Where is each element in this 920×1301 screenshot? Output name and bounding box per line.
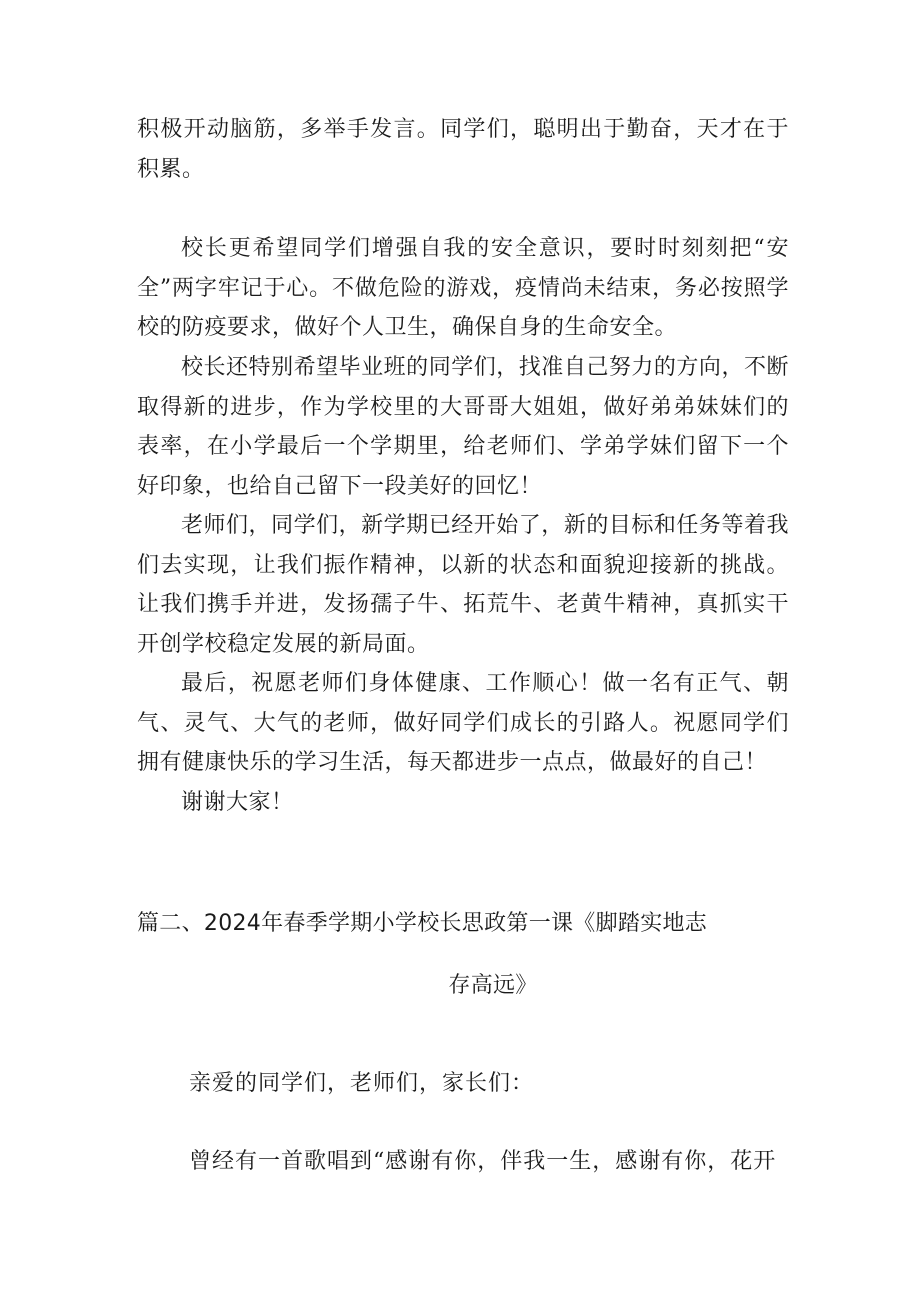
salutation: 亲爱的同学们，老师们，家长们： [189,1071,535,1096]
section-title-line-1: 篇二、2024年春季学期小学校长思政第一课《脚踏实地志 [137,911,708,936]
opening-line: 曾经有一首歌唱到“感谢有你，伴我一生，感谢有你，花开 [189,1149,777,1174]
paragraph-continuation: 积极开动脑筋，多举手发言。同学们，聪明出于勤奋，天才在于积累。 [137,117,789,182]
paragraph-safety: 校长更希望同学们增强自我的安全意识，要时时刻刻把“安全”两字牢记于心。不做危险的游戏，疫情尚未结束，务必按照学校的防疫要求，做好个人卫生，确保自身的生命安全。 [137,236,789,340]
section-title [137,893,789,1017]
paragraph-graduates: 校长还特别希望毕业班的同学们，找准自己努力的方向，不断取得新的进步，作为学校里的大哥哥大姐姐，做好弟弟妹妹们的表率，在小学最后一个学期里，给老师们、学弟学妹们留下一个好印象，也给自己留下一段美好的回忆！ [137,355,789,499]
paragraph-new-semester: 老师们，同学们，新学期已经开始了，新的目标和任务等着我们去实现，让我们振作精神，以新的状态和面貌迎接新的挑战。让我们携手并进，发扬孺子牛、拓荒牛、老黄牛精神，真抓实干开创学校稳定发展的新局面。 [137,513,789,657]
paragraph-thanks: 谢谢大家！ [181,790,294,815]
section-title-line-2: 存高远》 [448,973,538,998]
paragraph-wishes: 最后，祝愿老师们身体健康、工作顺心！做一名有正气、朝气、灵气、大气的老师，做好同学们成长的引路人。祝愿同学们拥有健康快乐的学习生活，每天都进步一点点，做最好的自己！ [137,671,789,775]
